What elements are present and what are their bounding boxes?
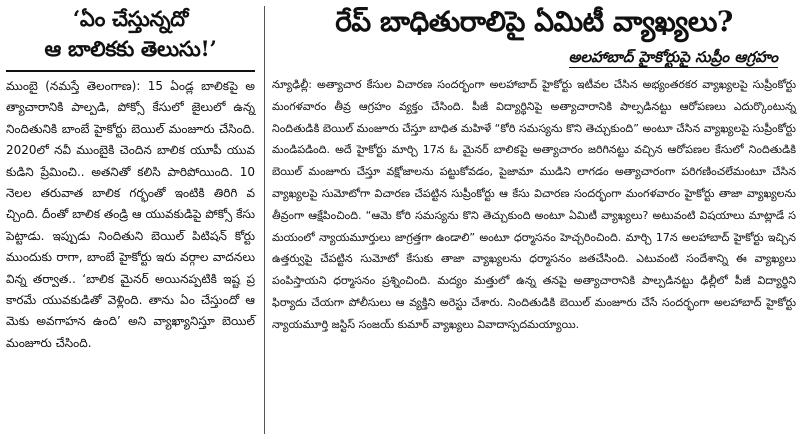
right-article	[272, 0, 796, 439]
left-article-body: ముంబై (నమస్తే తెలంగాణ): 15 ఏండ్ల బాలికపై అత్యాచారానికి పాల్పడి, పోక్సో కేసులో జైలులో ఉన్న నిందితునికి బాంబే హైకోర్టు బెయిల్ మంజూరు చేసింది. 2020లో నవీ ముంబైకి చెందిన బాలిక యూపీ యువకుడిని ప్రేమించి.. అతనితో కలిసి పారిపోయింది. 10 నెలల తరువాత బాలిక గర్భంతో ఇంటికి తిరిగి వచ్చింది. దీంతో బాలిక తండ్రి ఆ యువకుడిపై పోక్సో కేసు పెట్టాడు. ఇప్పుడు నిందితుని బెయిల్ పిటిషన్ కోర్టు ముందుకు రాగా, బాంబే హైకోర్టు ఇరు వర్గాల వాదనలు విన్న తర్వాత.. ‘బాలిక మైనర్ అయినప్పటికి ఇష్ట ప్రకారమే యువకుడితో వెళ్లింది. తాను ఏం చేస్తుందో ఆమెకు అవగాహన ఉంది’ అని వ్యాఖ్యానిస్తూ బెయిల్ మంజూరు చేసింది.	[6, 79, 255, 350]
left-headline-line2: ఆ బాలికకు తెలుసు!’	[44, 36, 217, 61]
right-article-body: న్యూఢిల్లీ: అత్యాచార కేసుల విచారణ సందర్భంగా అలహాబాద్ హైకోర్టు ఇటీవల చేసిన అభ్యంతరకర వ్యాఖ్యలపై సుప్రీంకోర్టు మంగళవారం తీవ్ర ఆగ్రహం వ్యక్తం చేసింది. పీజీ విద్యార్థినిపై అత్యాచారానికి పాల్పడినట్టు ఆరోపణలు ఎదుర్కొంటున్న నిందితుడికి బెయిల్ మంజూరు చేస్తూ బాధిత మహిళే “కోరి సమస్యను కొని తెచ్చుకుంది” అంటూ చేసిన వ్యాఖ్యలపై సుప్రీంకోర్టు మండిపడింది. అదే హైకోర్టు మార్చి 17న ఓ మైనర్ బాలికపై అత్యాచారం జరిగినట్టు వచ్చిన ఆరోపణల కేసులో నిందితుడికి బెయిల్ మంజూరు చేస్తూ వక్షోజాలను పట్టుకోవడం, పైజామా ముడిని లాగడం అత్యాచారంగా పరిగణించలేమంటూ చేసిన వ్యాఖ్యలపై సుమోటోగా విచారణ చేపట్టిన సుప్రీంకోర్టు ఆ కేసు విచారణ సందర్భంగా మంగళవారం హైకోర్టు తాజా వ్యాఖ్యలను తీవ్రంగా ఆక్షేపించింది. “ఆమె కోరి సమస్యను కొని తెచ్చుకుంది అంటూ ఏమిటీ వ్యాఖ్యలు? అటువంటి విషయాలు మాట్లాడే సమయంలో న్యాయమూర్తులు జాగ్రత్తగా ఉండాలి” అంటూ ధర్మాసనం హెచ్చరించింది. మార్చి 17న అలహాబాద్ హైకోర్టు ఇచ్చిన ఉత్తర్వుపై చేపట్టిన సుమోటో కేసుకు తాజా వ్యాఖ్యలను ధర్మాసనం జతచేసింది. ఎటువంటి సందేశాన్ని ఈ వ్యాఖ్యలు పంపిస్తాయని ధర్మాసనం ప్రశ్నించింది. మద్యం మత్తులో ఉన్న తనపై అత్యాచారానికి పాల్పడినట్టు ఢిల్లీలో పీజీ విద్యార్థిని ఫిర్యాదు చేయగా పోలీసులు ఆ వ్యక్తిని అరెస్టు చేశారు. నిందితుడికి బెయిల్ మంజూరు చేసే సందర్భంగా అలహాబాద్ హైకోర్టు న్యాయమూర్తి జస్టిస్ సంజయ్ కుమార్ వ్యాఖ్యలు వివాదాస్పదమయ్యాయి.	[272, 78, 796, 331]
left-article-headline	[6, 4, 255, 64]
left-headline-line1: ‘ఏం చేస్తున్నదో	[72, 6, 189, 31]
left-article	[0, 0, 263, 439]
right-article-subheadline	[272, 46, 778, 68]
left-headline-rule	[6, 70, 255, 72]
right-article-headline: రేప్ బాధితురాలిపై ఏమిటీ వ్యాఖ్యలు?	[335, 5, 733, 38]
subheadline-text: అలహాబాద్ హైకోర్టుపై సుప్రీం ఆగ్రహం	[568, 48, 778, 66]
column-divider	[264, 6, 265, 434]
